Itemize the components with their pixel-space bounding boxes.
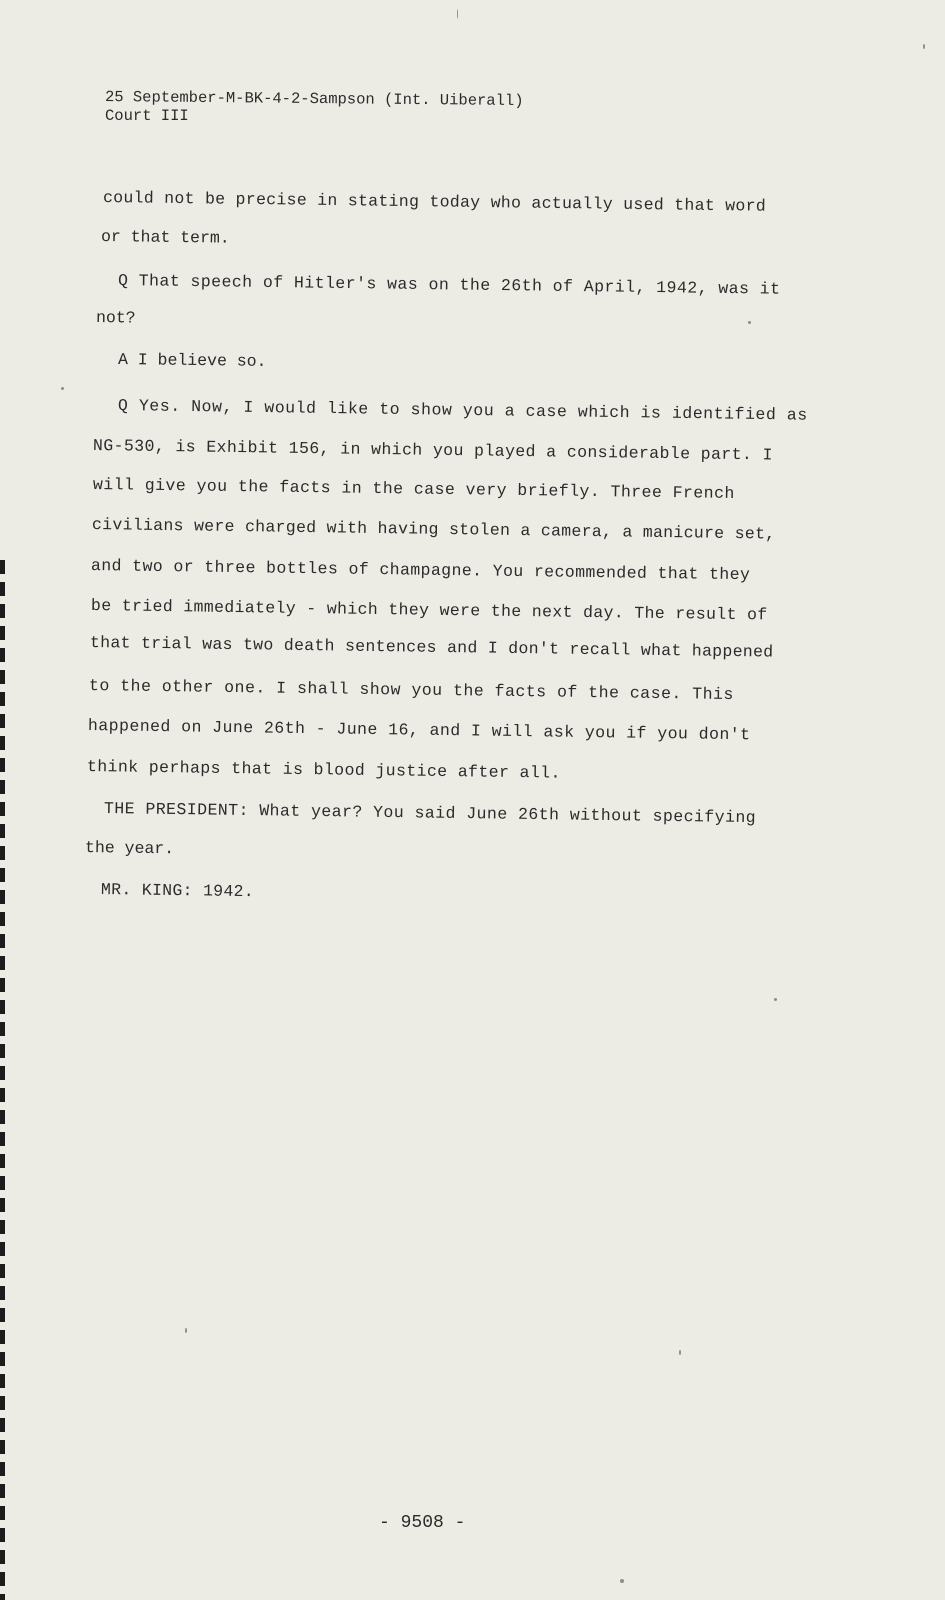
paper-speck bbox=[774, 998, 777, 1001]
page-binding-edge bbox=[0, 560, 5, 1600]
transcript-line: civilians were charged with having stolen a camera, a manicure set, bbox=[91, 515, 776, 544]
transcript-line: the year. bbox=[84, 838, 175, 859]
transcript-line: or that term. bbox=[100, 227, 230, 248]
transcript-line: and two or three bottles of champagne. You recommended that they bbox=[90, 556, 751, 585]
header-line-2: Court III bbox=[105, 107, 189, 125]
transcript-line: think perhaps that is blood justice after all. bbox=[86, 757, 561, 783]
transcript-line: Q Yes. Now, I would like to show you a case which is identified as bbox=[117, 396, 808, 425]
paper-speck bbox=[620, 1579, 624, 1583]
transcript-line: be tried immediately - which they were the next day. The result of bbox=[90, 596, 768, 625]
transcript-line: THE PRESIDENT: What year? You said June 26th without specifying bbox=[103, 799, 757, 828]
header-line-1: 25 September-M-BK-4-2-Sampson (Int. Uiberall) bbox=[104, 88, 524, 111]
transcript-line: not? bbox=[95, 308, 136, 328]
transcript-line: to the other one. I shall show you the facts of the case. This bbox=[88, 676, 734, 705]
paper-speck bbox=[923, 44, 925, 49]
paper-speck bbox=[457, 9, 458, 19]
transcript-line: that trial was two death sentences and I don't recall what happened bbox=[89, 633, 774, 662]
paper-speck bbox=[61, 387, 64, 390]
transcript-line: A I believe so. bbox=[117, 350, 267, 371]
transcript-line: MR. KING: 1942. bbox=[100, 880, 255, 902]
transcript-line: will give you the facts in the case very briefly. Three French bbox=[92, 475, 735, 503]
page-number: - 9508 - bbox=[379, 1513, 466, 1533]
paper-speck bbox=[185, 1328, 187, 1333]
paper-speck bbox=[679, 1350, 681, 1355]
transcript-line: Q That speech of Hitler's was on the 26th of April, 1942, was it bbox=[117, 271, 781, 299]
transcript-line: NG-530, is Exhibit 156, in which you played a considerable part. I bbox=[92, 436, 773, 465]
paper-speck bbox=[748, 321, 751, 324]
transcript-line: could not be precise in stating today who actually used that word bbox=[102, 188, 767, 216]
transcript-line: happened on June 26th - June 16, and I will ask you if you don't bbox=[87, 716, 751, 745]
